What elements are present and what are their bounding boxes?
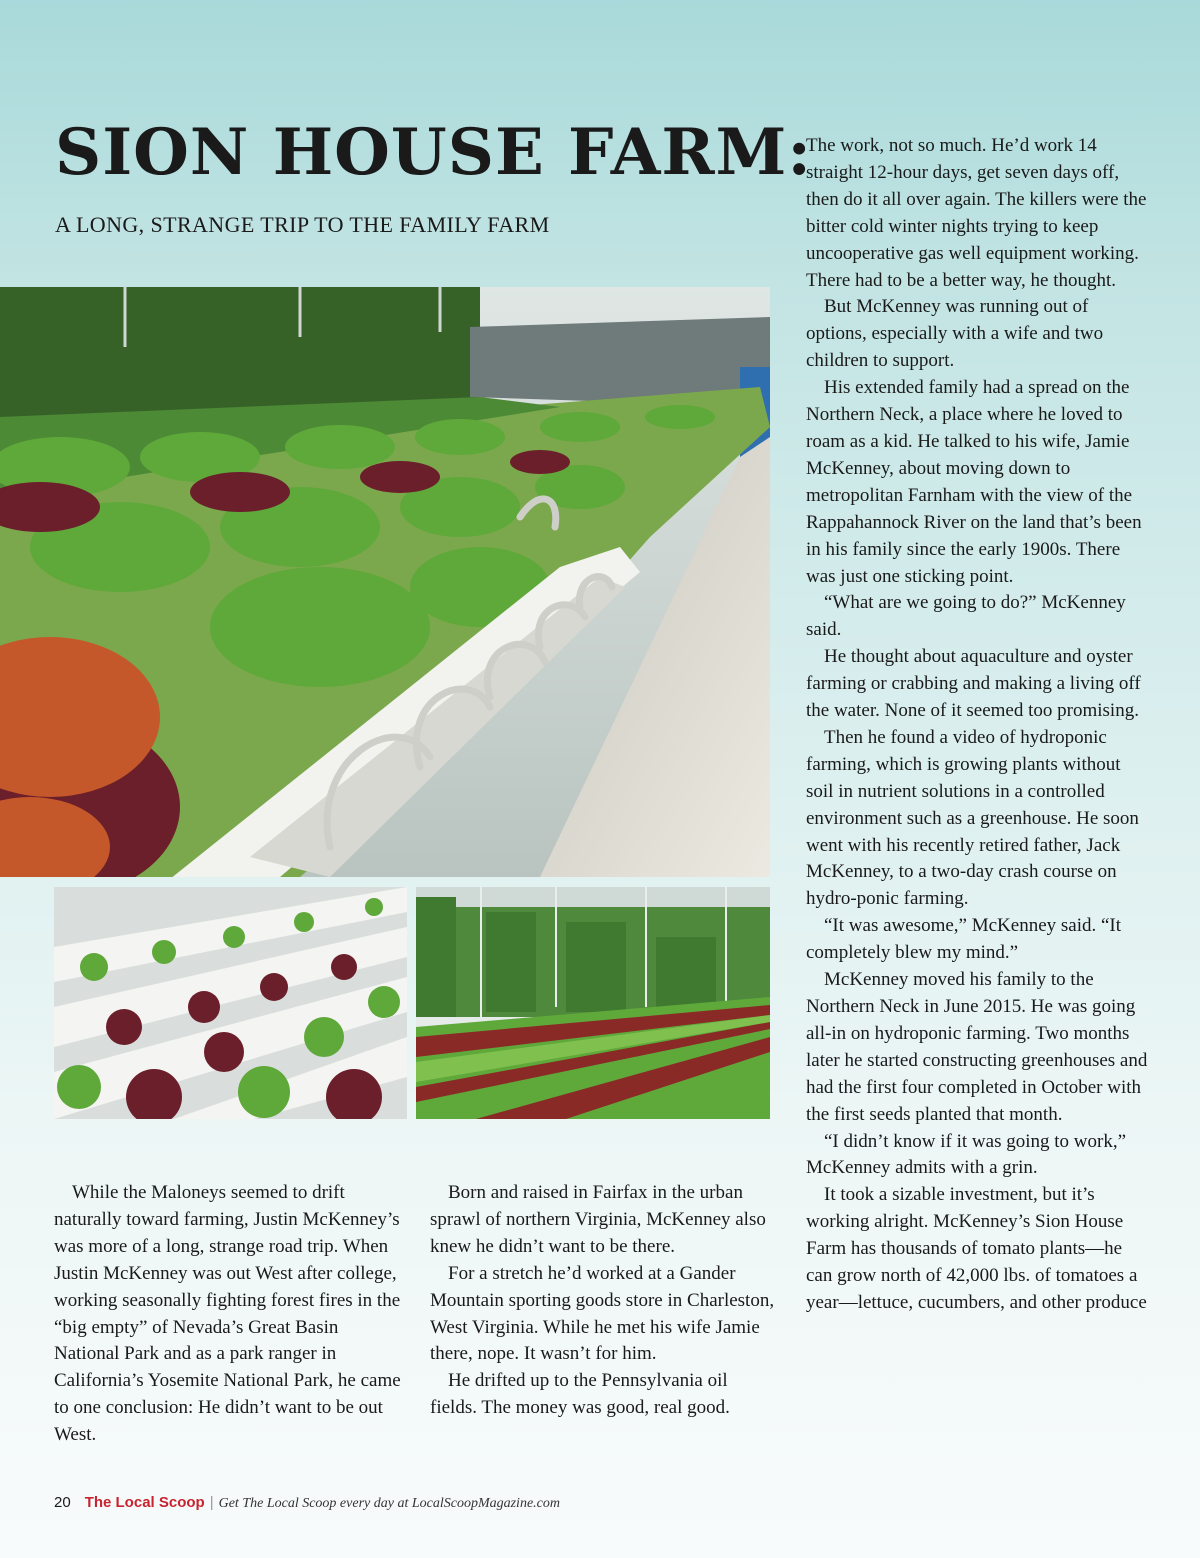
paragraph: For a stretch he’d worked at a Gander Mountain sporting goods store in Charleston, West Virginia. While he met his wife Jamie there, nope. It wasn’t for him.: [430, 1262, 775, 1365]
paragraph: McKenney moved his family to the Northern Neck in June 2015. He was going all-in on hydroponic farming. Two months later he started constructing greenhouses and had the first four completed in October with the first seeds planted that month.: [806, 969, 1148, 1125]
paragraph: The work, not so much. He’d work 14 straight 12-hour days, get seven days off, then do it all over again. The killers were the bitter cold winter nights trying to keep uncooperative gas well equipment working. There had to be a better way, he thought.: [806, 135, 1147, 291]
paragraph: “What are we going to do?” McKenney said.: [806, 592, 1126, 641]
footer-separator: |: [209, 1494, 214, 1511]
photo-greenhouse-rows: [416, 887, 770, 1119]
article-column-left: [54, 1180, 404, 1449]
paragraph: His extended family had a spread on the Northern Neck, a place where he loved to roam as a kid. He talked to his wife, Jamie McKenney, about moving down to metropolitan Farnham with the view of the Rappahannock River on the land that’s been in his family since the early 1900s. There was just one sticking point.: [806, 377, 1142, 587]
main-photo-hydroponic-lettuce: [0, 287, 770, 877]
magazine-brand: The Local Scoop: [84, 1494, 205, 1511]
article-subtitle: A LONG, STRANGE TRIP TO THE FAMILY FARM: [55, 212, 550, 237]
paragraph: He thought about aquaculture and oyster farming or crabbing and making a living off the water. None of it seemed too promising.: [806, 646, 1141, 722]
paragraph: “It was awesome,” McKenney said. “It completely blew my mind.”: [806, 915, 1122, 964]
paragraph: Then he found a video of hydroponic farming, which is growing plants without soil in nutrient solutions in a controlled environment such as a greenhouse. He soon went with his recently retired father, Jack McKenney, to a two-day crash course on hydro-ponic farming.: [806, 726, 1139, 910]
paragraph: While the Maloneys seemed to drift naturally toward farming, Justin McKenney’s was more of a long, strange road trip. When Justin McKenney was out West after college, working seasonally fighting forest fires in the “big empty” of Nevada’s Great Basin National Park and as a park ranger in California’s Yosemite National Park, he came to one conclusion: He didn’t want to be out West.: [54, 1182, 401, 1446]
article-column-right: [806, 133, 1151, 1317]
article-title: SION HOUSE FARM:: [55, 115, 812, 190]
paragraph: But McKenney was running out of options, especially with a wife and two children to support.: [806, 296, 1104, 372]
paragraph: “I didn’t know if it was going to work,” McKenney admits with a grin.: [806, 1130, 1127, 1179]
footer-tagline: Get The Local Scoop every day at LocalScoopMagazine.com: [218, 1496, 560, 1511]
paragraph: Born and raised in Fairfax in the urban sprawl of northern Virginia, McKenney also knew he didn’t want to be there.: [430, 1182, 766, 1257]
page-footer: [54, 1494, 560, 1512]
paragraph: It took a sizable investment, but it’s working alright. McKenney’s Sion House Farm has thousands of tomato plants—he can grow north of 42,000 lbs. of tomatoes a year—lettuce, cucumbers, and other produce: [806, 1184, 1147, 1313]
article-column-middle: [430, 1180, 775, 1422]
photo-lettuce-channels: [54, 887, 407, 1119]
paragraph: He drifted up to the Pennsylvania oil fields. The money was good, real good.: [430, 1370, 730, 1419]
page-number: 20: [54, 1494, 71, 1511]
